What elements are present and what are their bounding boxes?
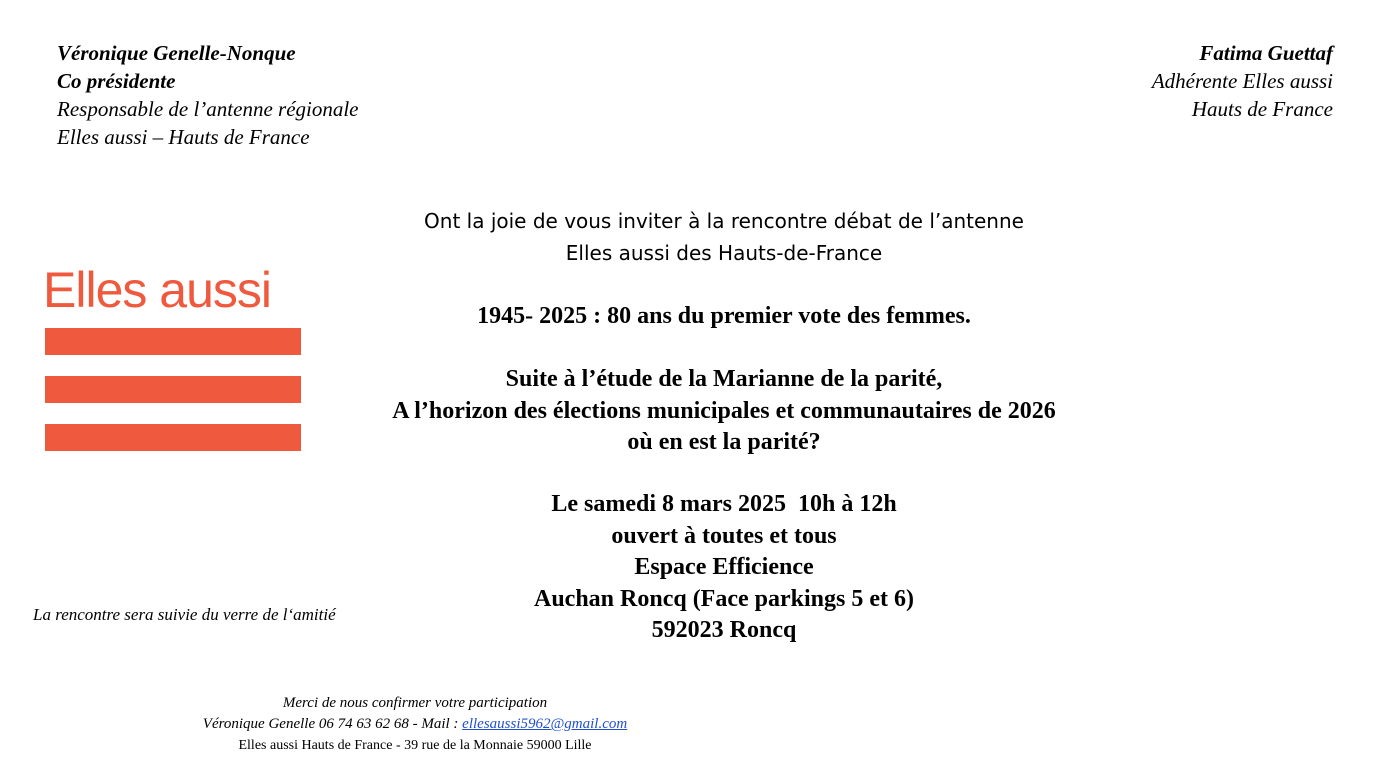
logo-text: Elles aussi xyxy=(43,262,271,318)
headline: 1945- 2025 : 80 ans du premier vote des femmes. xyxy=(477,303,971,329)
event-city: 592023 Roncq xyxy=(651,617,797,643)
event-details xyxy=(224,489,1224,647)
question-line-1: Suite à l’étude de la Marianne de la parité, xyxy=(505,366,943,392)
intro-line-1: Ont la joie de vous inviter à la rencontre débat de l’antenne xyxy=(424,209,1024,233)
footer xyxy=(115,693,715,756)
question-block xyxy=(224,364,1224,459)
footer-line-1: Merci de nous confirmer votre participation xyxy=(282,695,548,711)
event-venue: Espace Efficience xyxy=(634,554,814,580)
sender-left-role: Co présidente xyxy=(57,69,176,93)
sender-right-line3: Hauts de France xyxy=(1191,97,1333,121)
intro-line-2: Elles aussi des Hauts-de-France xyxy=(565,241,883,265)
sender-right-line2: Adhérente Elles aussi xyxy=(1151,69,1333,93)
event-location: Auchan Roncq (Face parkings 5 et 6) xyxy=(533,585,914,612)
event-audience: ouvert à toutes et tous xyxy=(611,522,837,549)
sender-left-line3: Responsable de l’antenne régionale xyxy=(57,97,359,121)
sender-left-line4: Elles aussi – Hauts de France xyxy=(57,125,310,149)
footer-contact xyxy=(115,714,715,735)
event-date: Le samedi 8 mars 2025 10h à 12h xyxy=(551,491,897,517)
sender-left-block xyxy=(57,39,359,151)
question-line-3: où en est la parité? xyxy=(627,429,821,455)
sender-right-name: Fatima Guettaf xyxy=(1199,41,1333,65)
sender-right-block xyxy=(1152,39,1333,123)
footer-address: Elles aussi Hauts de France - 39 rue de la Monnaie 59000 Lille xyxy=(238,738,592,753)
question-line-2: A l’horizon des élections municipales et communautaires de 2026 xyxy=(392,397,1056,424)
email-link[interactable]: ellesaussi5962@gmail.com xyxy=(462,716,628,732)
footer-contact-prefix: Véronique Genelle 06 74 63 62 68 - Mail : xyxy=(202,716,463,732)
invitation-intro xyxy=(224,205,1224,269)
sender-left-name: Véronique Genelle-Nonque xyxy=(57,41,296,65)
side-note: La rencontre sera suivie du verre de l‘amitié xyxy=(33,605,336,624)
